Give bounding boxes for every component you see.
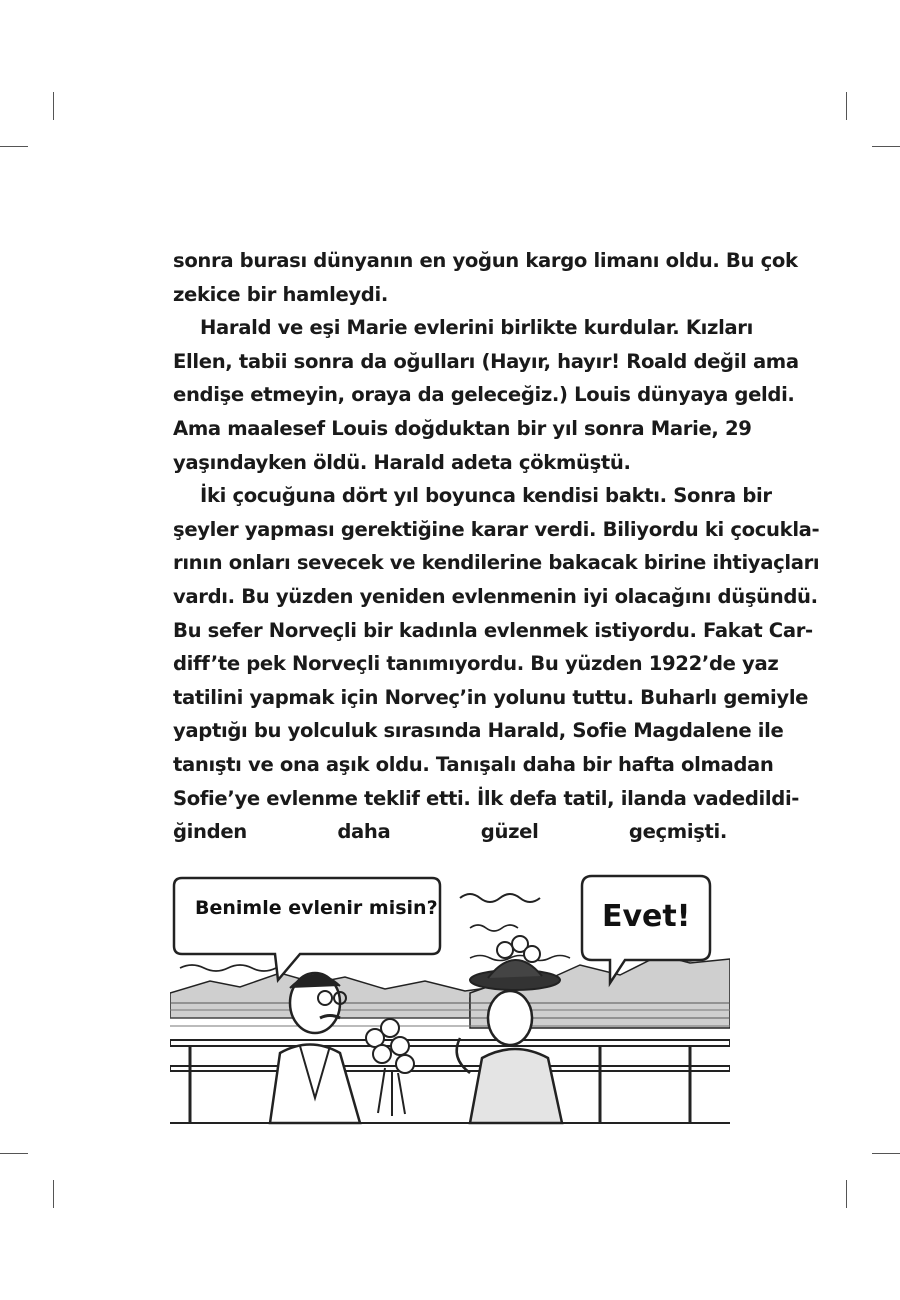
crop-mark xyxy=(0,1153,28,1154)
crop-mark xyxy=(53,92,54,120)
paragraph xyxy=(173,479,820,882)
text-line: Bu sefer Norveçli bir kadınla evlenmek istiyordu. Fakat Car- xyxy=(173,618,813,642)
text-line: şeyler yapması gerektiğine karar verdi. Biliyordu ki çocukla- xyxy=(173,517,820,541)
cartoon-illustration xyxy=(170,868,730,1128)
body-text xyxy=(173,244,820,882)
speech-bubble-right: Evet! xyxy=(602,899,691,934)
speech-bubble-left: Benimle evlenir misin? xyxy=(195,897,438,919)
text-line: sonra burası dünyanın en yoğun kargo limanı oldu. Bu çok xyxy=(173,249,798,272)
text-line: tatilini yapmak için Norveç’in yolunu tuttu. Buharlı gemiyle xyxy=(173,685,809,709)
text-line: Harald ve eşi Marie evlerini birlikte kurdular. Kızları xyxy=(200,316,753,340)
text-line: ğinden daha güzel geçmişti. xyxy=(173,820,727,844)
text-line: yaptığı bu yolculuk sırasında Harald, Sofie Magdalene ile xyxy=(173,719,784,743)
text-line: endişe etmeyin, oraya da geleceğiz.) Louis dünyaya geldi. xyxy=(173,383,795,407)
text-line: diff’te pek Norveçli tanımıyordu. Bu yüzden 1922’de yaz xyxy=(173,652,779,676)
paragraph xyxy=(173,311,799,479)
crop-mark xyxy=(872,146,900,147)
text-line: İki çocuğuna dört yıl boyunca kendisi baktı. Sonra bir xyxy=(200,484,772,508)
crop-mark xyxy=(0,146,28,147)
text-line: rının onları sevecek ve kendilerine bakacak birine ihtiyaçları xyxy=(173,551,820,575)
crop-mark xyxy=(846,1180,847,1208)
crop-mark xyxy=(53,1180,54,1208)
crop-mark xyxy=(872,1153,900,1154)
text-line: zekice bir hamleydi. xyxy=(173,282,388,306)
text-line: vardı. Bu yüzden yeniden evlenmenin iyi olacağını düşündü. xyxy=(173,584,818,608)
paragraph xyxy=(173,244,798,311)
text-line: Sofie’ye evlenme teklif etti. İlk defa tatil, ilanda vadedildi- xyxy=(173,786,800,810)
text-line: tanıştı ve ona aşık oldu. Tanışalı daha bir hafta olmadan xyxy=(173,752,774,776)
crop-mark xyxy=(846,92,847,120)
text-line: yaşındayken öldü. Harald adeta çökmüştü. xyxy=(173,450,631,474)
text-line: Ama maalesef Louis doğduktan bir yıl sonra Marie, 29 xyxy=(173,416,752,440)
text-line: Ellen, tabii sonra da oğulları (Hayır, hayır! Roald değil ama xyxy=(173,349,799,373)
